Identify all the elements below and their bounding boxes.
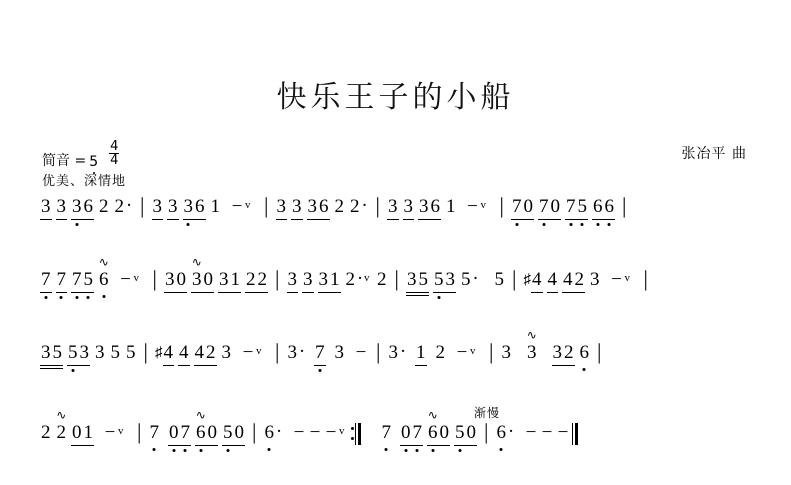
note: 1 [446, 196, 456, 217]
note: 5 [126, 342, 136, 363]
note: 2 [257, 269, 267, 290]
augmentation-dot: · [356, 268, 364, 289]
note: 6 [430, 196, 440, 217]
note: 6 [195, 196, 205, 217]
note: 7 [41, 269, 51, 290]
barline: | [264, 193, 269, 218]
note: 5 [494, 269, 504, 290]
note: 5 [110, 342, 120, 363]
note: 7 [56, 269, 66, 290]
note: 3 [403, 196, 413, 217]
sharp-accidental-icon: ♯ [523, 272, 531, 288]
barline: | [597, 339, 602, 364]
sustain-dash: − [557, 422, 569, 443]
note: ∿ 3 [526, 328, 537, 363]
barline: | [484, 419, 489, 444]
note: 6 [593, 196, 603, 217]
note: 4 [532, 269, 542, 290]
augmentation-dot: · [472, 268, 479, 289]
barline: | [622, 193, 627, 218]
note: 6 [83, 196, 93, 217]
note: 3 [287, 342, 297, 363]
note: 2 [246, 269, 256, 290]
note: 6 [496, 422, 506, 443]
final-barline [571, 423, 581, 445]
sustain-dash: − [467, 196, 478, 217]
sustain-dash: − [231, 196, 243, 217]
tempo-marking: 渐慢 [474, 406, 501, 420]
sustain-dash: − [525, 422, 537, 443]
ornament-icon: ∿ [56, 408, 67, 422]
barline: | [137, 419, 142, 444]
barline: | [275, 339, 280, 364]
barline: | [512, 266, 517, 291]
barline: | [275, 266, 280, 291]
note: 1 [416, 342, 426, 363]
time-signature [109, 140, 119, 167]
note: 5 [223, 422, 233, 443]
note: ∿ 6 [427, 408, 438, 443]
ornament-icon: ∿ [191, 255, 202, 269]
note: ∿ 3 [191, 255, 202, 290]
note: 4 [563, 269, 573, 290]
sharp-accidental-icon: ♯ [155, 345, 163, 361]
note: 3 [303, 269, 313, 290]
barline: | [643, 266, 648, 291]
note: 1 [230, 269, 240, 290]
note: 2 [350, 196, 360, 217]
note: 3 [219, 269, 229, 290]
note: 6 [604, 196, 614, 217]
note: 2 [435, 342, 445, 363]
sustain-dash: − [541, 422, 553, 443]
note: 0 [72, 422, 82, 443]
note: 3 [221, 342, 231, 363]
note: 3 [79, 342, 89, 363]
sustain-dash: − [242, 342, 254, 363]
note: 7 [539, 196, 549, 217]
repeat-end-barline [351, 423, 363, 445]
note: 3 [334, 342, 344, 363]
note: 2 [574, 269, 584, 290]
note: 3 [287, 269, 297, 290]
note: 3 [56, 196, 66, 217]
expression-marking: 优美、深情地 [42, 174, 127, 189]
note: 3 [388, 342, 398, 363]
note: 3 [95, 342, 105, 363]
note: 4 [194, 342, 204, 363]
note: ∿ 6 [98, 255, 109, 290]
repeat-dots-icon [351, 427, 354, 447]
barline: | [152, 266, 157, 291]
note: 0 [401, 422, 411, 443]
meter-numerator: 4 [110, 139, 119, 154]
sustain-dash: − [309, 422, 321, 443]
meter-denominator: 4 [110, 153, 119, 168]
note: 3 [41, 196, 51, 217]
note: 6 [319, 196, 329, 217]
note: 5 [434, 269, 444, 290]
ornament-icon: ∿ [195, 408, 206, 422]
sustain-dash: − [104, 422, 116, 443]
note: 7 [72, 269, 82, 290]
note: 1 [83, 422, 93, 443]
notation-system-2: 7 7 7 5 ∿ 6 − v | 3 0 ∿ 3 0 3 1 2 2 | 3 3 3 1 2· v 2 | 3 5 5 3 5· 5 | ♯4 4 4 2 3 − v | [40, 265, 752, 309]
note: 5 [68, 342, 78, 363]
barline: | [376, 339, 381, 364]
note: 3 [590, 269, 600, 290]
note: 5 [577, 196, 587, 217]
note: 1 [210, 196, 220, 217]
note: 2 [377, 269, 387, 290]
note: 0 [176, 269, 186, 290]
note: 5 [461, 269, 471, 290]
note: 2 [334, 196, 344, 217]
note: 7 [315, 342, 325, 363]
note: 3 [168, 196, 178, 217]
barline: | [499, 193, 504, 218]
note: 3 [552, 342, 562, 363]
barline: | [140, 193, 145, 218]
note: 3 [292, 196, 302, 217]
note: 0 [203, 269, 213, 290]
note: 3 [72, 196, 82, 217]
sustain-dash: − [325, 422, 337, 443]
note: 3 [183, 196, 193, 217]
note: 2 [114, 196, 124, 217]
augmentation-dot: · [275, 421, 283, 442]
note: 2 [345, 269, 355, 290]
note: 0 [550, 196, 560, 217]
sustain-dash: − [355, 342, 367, 363]
note: 3 [445, 269, 455, 290]
key-signature [42, 139, 119, 170]
note: 6 [579, 342, 589, 363]
note: 7 [512, 196, 522, 217]
key-signature-label: 简音 = [42, 153, 87, 169]
note: 7 [381, 422, 391, 443]
notation-system-1: 3 3 3 6 2 2· | 3 3 3 6 1 − v | 3 3 3 6 2 2· | 3 3 3 6 1 − v | 7 0 7 0 7 5 6 6 | [40, 192, 752, 236]
note: 2 [564, 342, 574, 363]
barline: | [394, 266, 399, 291]
note: 7 [180, 422, 190, 443]
notation-system-3: 3 5 5 3 3 5 5 | ♯4 4 4 2 3 − v | 3· 7 3 − | 3· 1 2 − v | 3 ∿ 3 3 2 6 | [40, 338, 752, 382]
note: 3 [318, 269, 328, 290]
note: ∿ 2 [56, 408, 67, 443]
ornament-icon: ∿ [526, 328, 537, 342]
barline: | [489, 339, 494, 364]
augmentation-dot: · [361, 195, 368, 216]
barline: | [375, 193, 380, 218]
note: 7 [412, 422, 422, 443]
note: 3 [152, 196, 162, 217]
note: 3 [41, 342, 51, 363]
augmentation-dot: · [125, 195, 133, 216]
note: 0 [234, 422, 244, 443]
sustain-dash: − [456, 342, 468, 363]
note: 3 [388, 196, 398, 217]
note: ∿ 6 [195, 408, 206, 443]
note: 3 [407, 269, 417, 290]
note: 3 [307, 196, 317, 217]
page-title: 快乐王子的小船 [276, 80, 515, 115]
note: 3 [276, 196, 286, 217]
note: 7 [566, 196, 576, 217]
note: 3 [501, 342, 511, 363]
note: 3 [419, 196, 429, 217]
augmentation-dot: · [298, 341, 306, 362]
note: 0 [523, 196, 533, 217]
note: 7 [149, 422, 159, 443]
note: 2 [206, 342, 216, 363]
note: 3 [165, 269, 175, 290]
note: 0 [439, 422, 449, 443]
ornament-icon: ∿ [98, 255, 109, 269]
note: 0 [207, 422, 217, 443]
sustain-dash: − [611, 269, 622, 290]
augmentation-dot: · [507, 421, 515, 442]
sustain-dash: − [293, 422, 305, 443]
note: 4 [163, 342, 173, 363]
notation-system-4: 2 ∿ 2 0 1 − v | 7 0 7 ∿ 6 0 5 0 | 6· − − − v 7 0 7 ∿ 6 0 5 0 | 6· − − − [40, 418, 752, 462]
note: 2 [41, 422, 51, 443]
note: 6 [264, 422, 274, 443]
note: 0 [169, 422, 179, 443]
note: 4 [179, 342, 189, 363]
ornament-icon: ∿ [427, 408, 438, 422]
sustain-dash: − [120, 269, 131, 290]
note: 1 [330, 269, 340, 290]
note: 5 [83, 269, 93, 290]
note: 0 [466, 422, 476, 443]
key-signature-note: 5 [89, 154, 99, 170]
composer-credit: 张冶平 曲 [681, 146, 747, 162]
augmentation-dot: · [399, 341, 407, 362]
note: 5 [52, 342, 62, 363]
note: 5 [418, 269, 428, 290]
barline: | [143, 339, 148, 364]
note: 5 [455, 422, 465, 443]
barline: | [252, 419, 257, 444]
note: 4 [547, 269, 557, 290]
note: 2 [99, 196, 109, 217]
